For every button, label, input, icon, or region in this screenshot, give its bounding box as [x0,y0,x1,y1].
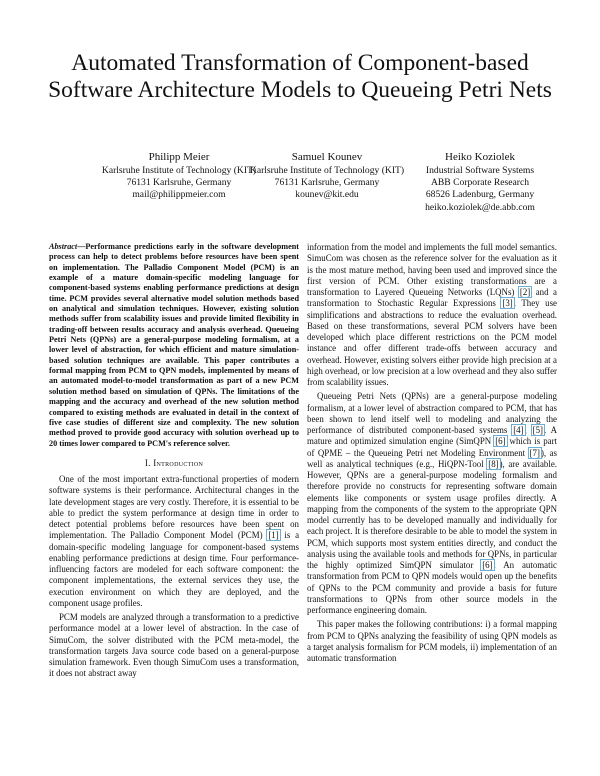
citation-link[interactable]: [6] [482,560,493,570]
paragraph-text: One of the most important extra-functional properties of modern software systems is their performance. Architectural changes in the late development stages are very costly. Therefore, it is essential to be able to predict the system performance at design time in order to detect potential problems before resources have been spent on implementation. The Palladio Component Model (PCM) [49,474,299,541]
body-paragraph [307,391,557,616]
author-name: Heiko Koziolek [445,151,515,163]
abstract [49,242,299,449]
author-1 [94,150,264,202]
paragraph-text: Queueing Petri Nets (QPNs) are a general-purpose modeling formalism, at a lower level of abstraction compared to PCM, that has been shown to lend itself well to modeling and analyzing the performance of distributed component-based systems [307,391,557,435]
paragraph-text: . A mature and optimized simulation engine (SimQPN [307,425,557,447]
paragraph-text: This paper makes the following contributions: i) a formal mapping from PCM to QPNs analyzing the feasibility of using QPN models as a target analysis formalism for PCM models, ii) implementation of an automatic transformation [307,619,557,663]
author-affiliation: Karlsruhe Institute of Technology (KIT) [101,165,257,176]
section-heading-introduction [49,458,299,469]
paragraph-text: is a domain-specific modeling language for component-based systems enabling performance predictions at design time. Four performance-influencing factors are modeled for each software component: the component implementations, the external services they use, the execution environment on which they are deployed, and the component usage profiles. [49,530,300,608]
author-address: 76131 Karlsruhe, Germany [274,177,380,189]
section-title: Introduction [153,457,204,468]
author-organization: ABB Corporate Research [430,177,530,189]
paragraph-text: and a transformation to Stochastic Regular Expressions [307,287,557,309]
citation-link[interactable]: [4] [513,425,524,435]
author-email: kounev@kit.edu [295,189,359,201]
paragraph-text: , [524,425,532,435]
left-column [49,242,299,680]
body-paragraph [49,612,299,680]
abstract-lead: Abstract [49,242,78,251]
paragraph-text: which is part of QPME – the Queueing Petri net Modeling Environment [307,436,557,458]
body-paragraph [49,474,299,609]
author-name: Samuel Kounev [291,151,363,163]
author-3 [400,150,560,214]
author-affiliation: Karlsruhe Institute of Technology (KIT) [249,165,405,176]
citation-link[interactable]: [8] [488,458,499,469]
paragraph-text: . An automatic transformation from PCM to QPN models would open up the benefits of QPNs to the PCM community and provide a basis for future transformations to QPNs from other source models in the performance engineering domain. [307,560,557,615]
body-paragraph [307,619,557,664]
paragraph-text: PCM models are analyzed through a transformation to a predictive performance model at a lower level of abstraction. In the case of SimuCom, the solver distributed with the PCM meta-model, the transformation targets Java source code based on a general-purpose simulation framework. Even though SimuCom uses a transformation, it does not abstract away [49,612,299,679]
citation-link[interactable]: [5] [532,425,543,435]
body-paragraph [307,242,557,388]
citation-link[interactable]: [3] [502,298,513,309]
right-column [307,242,557,664]
author-affiliation: Industrial Software Systems [425,165,535,176]
paragraph-text: . They use simplifications and abstractions to reduce the evaluation overhead. Based on these transformations, several PCM solvers have been developed which place different restrictions on the PCM model instance and offer different trade-offs between accuracy and overhead. However, existing solvers either provide high precision at a high overhead, or low precision at a low overhead and they also suffer from scalability issues. [307,298,558,387]
author-address: 76131 Karlsruhe, Germany [126,177,232,189]
section-number: I. [144,457,151,468]
citation-link[interactable]: [6] [495,436,506,447]
paragraph-text: ), as well as analytical techniques (e.g., HiQPN-Tool [307,447,557,469]
author-email: mail@philippmeier.com [132,189,226,201]
author-email: heiko.koziolek@de.abb.com [425,201,535,213]
abstract-text: —Performance predictions early in the software development process can help to detect problems before resources have been spent on implementation. The Palladio Component Model (PCM) is an example of a mature domain-specific modeling language for component-based systems enabling performance predictions at design time. PCM provides several alternative model solution methods based on analytical and simulation techniques. However, existing solution methods suffer from scalability issues and provide limited flexibility in trading-off between results accuracy and analysis overhead. Queueing Petri Nets (QPNs) are a general-purpose modeling formalism, at a lower level of abstraction, for which efficient and mature simulation-based solution techniques are available. This paper contributes a formal mapping from PCM to QPN models, implemented by means of an automated model-to-model transformation as part of a new PCM solution method based on simulation of QPNs. The limitations of the mapping and the accuracy and overhead of the new solution method compared to existing methods are evaluated in detail in the context of five case studies of different size and complexity. The new solution method proved to provide good accuracy with solution overhead up to 20 times lower compared to PCM's reference solver. [49,242,299,448]
paragraph-text: information from the model and implements the full model semantics. SimuCom was chosen as the reference solver for the evaluation as it is the most mature method, having been used and improved since the first version of PCM. Other existing transformations are a transformation to Layered Queueing Networks (LQNs) [307,242,557,297]
introduction-body-right [307,242,557,664]
citation-link[interactable]: [2] [519,287,531,297]
paper-title: Automated Transformation of Component-based Software Architecture Models to Queueing Petri Nets [48,50,552,103]
author-name: Philipp Meier [148,151,210,163]
introduction-body-left [49,474,299,680]
author-address: 68526 Ladenburg, Germany [425,189,535,201]
paragraph-text: ), are available. However, QPNs are a general-purpose modeling formalism and therefore provide no constructs for representing software domain elements like components or system usage profiles directly. A mapping from the components of the system to the appropriate QPN model currently has to be developed manually and individually for each project. It is therefore desirable to be able to model the system in PCM, which supports most system entities directly, and conduct the analysis using the available tools and methods for QPNs, in particular the highly optimized SimQPN simulator [307,458,557,570]
citation-link[interactable]: [7] [529,447,540,458]
citation-link[interactable]: [1] [268,530,279,541]
author-2 [242,150,412,202]
